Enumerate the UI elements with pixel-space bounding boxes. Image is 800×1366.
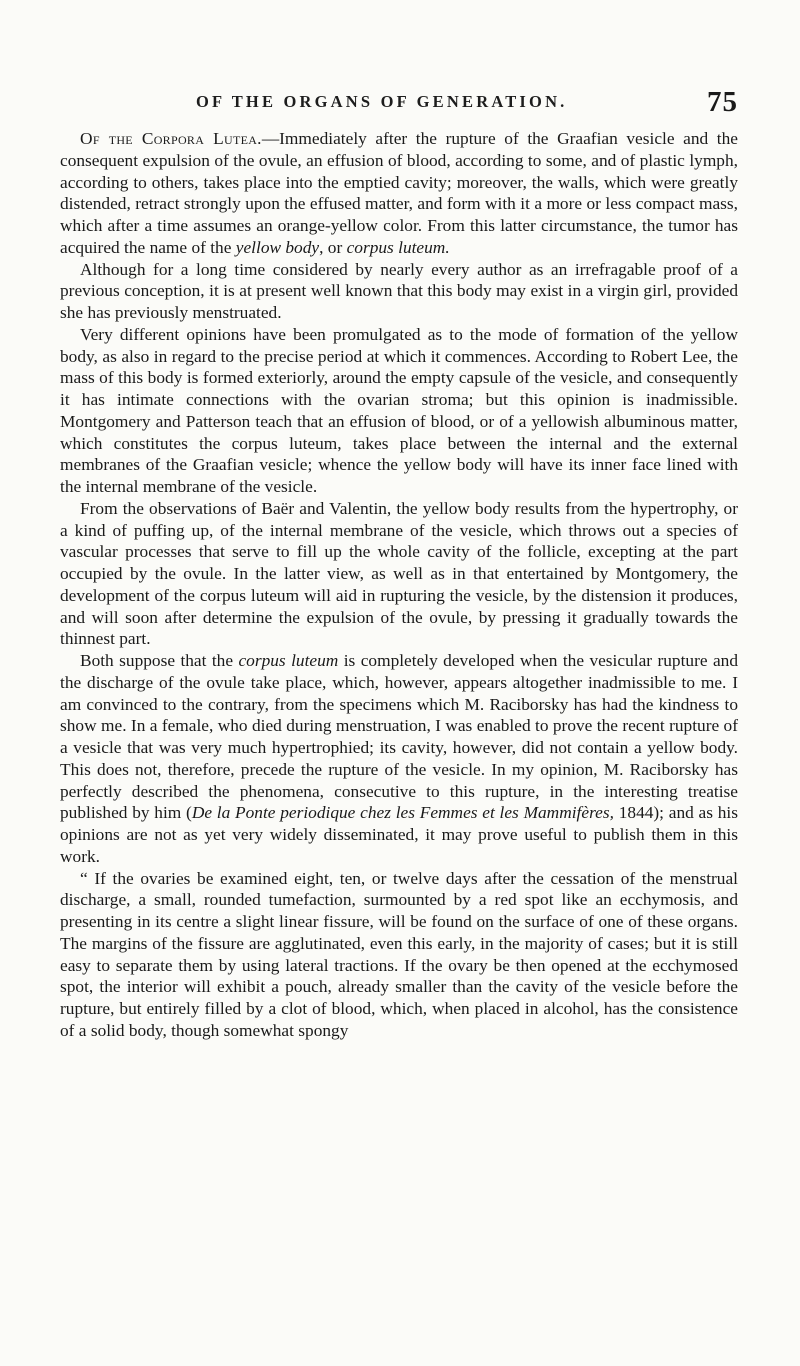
paragraph bbox=[60, 868, 738, 1042]
paragraph bbox=[60, 128, 738, 259]
paragraph bbox=[60, 650, 738, 868]
running-header bbox=[60, 86, 738, 122]
italic-text: yellow body bbox=[235, 237, 320, 257]
italic-text: De la Ponte periodique chez les Femmes et les Mammifères, bbox=[191, 803, 614, 823]
text-run: Very different opinions have been promulgated as to the mode of formation of the yellow body, as also in regard to the precise period at which it commences. According to Robert Lee, the mass of this body is formed exteriorly, around the empty capsule of the vesicle, and consequently it has intimate connections with the ovarian stroma; but this opinion is inadmissible. Montgomery and Patterson teach that an effusion of blood, or of a yellowish albuminous matter, which constitutes the corpus luteum, takes place between the internal and the external membranes of the Graafian vesicle; whence the yellow body will have its inner face lined with the internal membrane of the vesicle. bbox=[60, 324, 738, 496]
paragraph bbox=[60, 259, 738, 324]
text-run: —Immediately after the rupture of the Graafian vesicle and the consequent expulsion of the ovule, an effusion of blood, according to some, and of plastic lymph, according to others, takes place into the emptied cavity; moreover, the walls, which were greatly distended, retract strongly upon the effused matter, and form with it a more or less compact mass, which after a time assumes an orange-yellow color. From this latter circumstance, the tumor has acquired the name of the bbox=[60, 129, 738, 257]
text-run: “ If the ovaries be examined eight, ten, or twelve days after the cessation of the menstrual discharge, a small, rounded tumefaction, surmounted by a red spot like an ecchymosis, and presenting in its centre a slight linear fissure, will be found on the surface of one of these organs. The margins of the fissure are agglutinated, even this early, in the majority of cases; but it is still easy to separate them by using lateral tractions. If the ovary be then opened at the ecchymosed spot, the interior will exhibit a pouch, already smaller than the cavity of the vesicle before the rupture, but entirely filled by a clot of blood, which, when placed in alcohol, has the consistence of a solid body, though somewhat spongy bbox=[60, 868, 738, 1040]
paragraph bbox=[60, 498, 738, 650]
text-run: is completely developed when the vesicular rupture and the discharge of the ovule take place, which, however, appears altogether inadmissible to me. I am convinced to the contrary, from the specimens which M. Raciborsky has had the kindness to show me. In a female, who died during menstruation, I was enabled to prove the recent rupture of a vesicle that was very much hypertrophied; its cavity, however, did not contain a yellow body. This does not, therefore, precede the rupture of the vesicle. In my opinion, M. Raciborsky has perfectly described the phenomena, consecutive to this rupture, in the interesting treatise published by him ( bbox=[60, 651, 738, 823]
text-run: 1844); and as his opinions are not as yet very widely disseminated, it may prove useful to publish them in this work. bbox=[60, 803, 738, 866]
running-title: OF THE ORGANS OF GENERATION. bbox=[196, 92, 568, 111]
italic-text: corpus luteum bbox=[238, 651, 339, 670]
text-run: Although for a long time considered by nearly every author as an irrefragable proof of a previous conception, it is at present well known that this body may exist in a virgin girl, provided she has previously menstruated. bbox=[60, 259, 738, 322]
text-run: Both suppose that the bbox=[80, 651, 239, 670]
italic-text: corpus luteum. bbox=[346, 237, 450, 257]
paragraph bbox=[60, 324, 738, 498]
body-text bbox=[60, 128, 738, 1042]
text-run: , or bbox=[319, 237, 347, 257]
text-run: From the observations of Baër and Valentin, the yellow body results from the hypertrophy, or a kind of puffing up, of the internal membrane of the vesicle, which throws out a species of vascular processes that serve to fill up the whole cavity of the follicle, excepting at the part occupied by the ovule. In the latter view, as well as in that entertained by Montgomery, the development of the corpus luteum will aid in rupturing the vesicle, by the distension it produces, and will soon after determine the expulsion of the ovule, by pressing it gradually towards the thinnest part. bbox=[60, 498, 738, 649]
page-number: 75 bbox=[707, 86, 738, 118]
section-heading: Of the Corpora Lutea. bbox=[80, 129, 262, 148]
